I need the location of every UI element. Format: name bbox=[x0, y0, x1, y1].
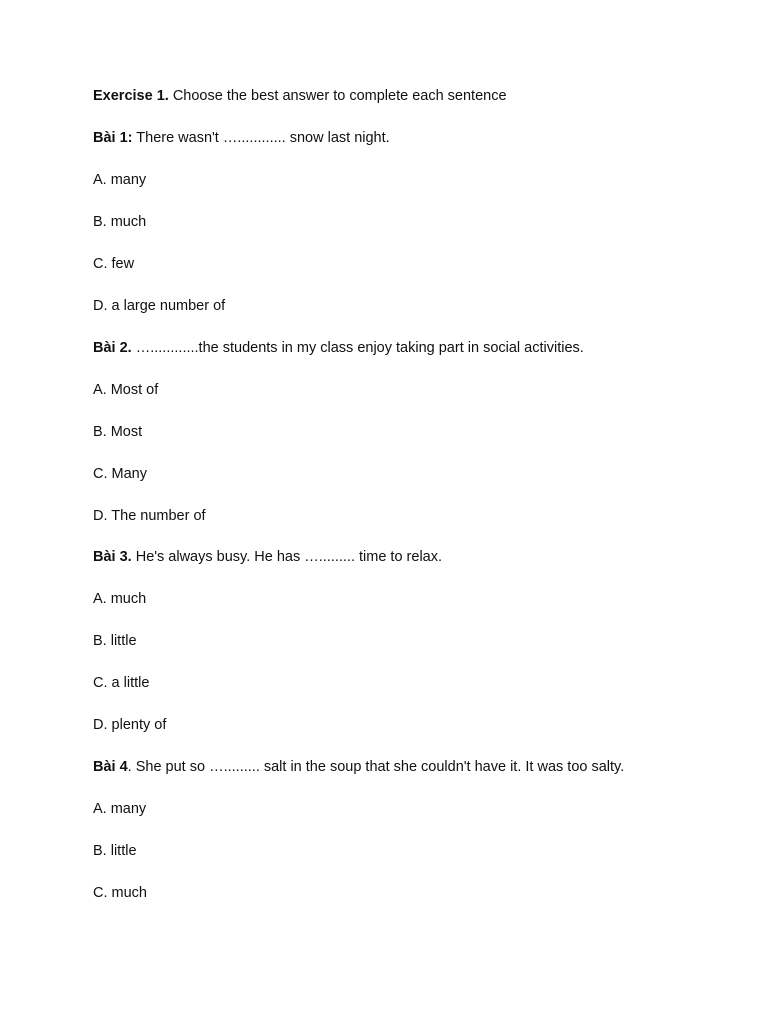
question-2 bbox=[93, 339, 584, 357]
question-4 bbox=[93, 758, 624, 776]
question-3-text: He's always busy. He has …......... time to relax. bbox=[131, 549, 443, 565]
question-1-option-d: D. a large number of bbox=[93, 298, 226, 314]
question-2-option-d: D. The number of bbox=[93, 508, 206, 524]
exercise-heading bbox=[93, 87, 507, 105]
question-4-option-b: B. little bbox=[93, 843, 137, 859]
question-2-option-a: A. Most of bbox=[93, 382, 159, 398]
question-4-option-a: A. many bbox=[93, 801, 147, 817]
question-3-option-a: A. much bbox=[93, 591, 147, 607]
question-1-text: There wasn't …............ snow last night. bbox=[132, 130, 390, 146]
question-2-label: Bài 2. bbox=[93, 340, 132, 356]
question-4-option-c: C. much bbox=[93, 885, 147, 901]
question-1-label: Bài 1: bbox=[93, 130, 133, 146]
question-1-option-c: C. few bbox=[93, 256, 135, 272]
question-2-text: …............the students in my class enjoy taking part in social activities. bbox=[131, 340, 584, 356]
question-3-option-c: C. a little bbox=[93, 675, 150, 691]
question-1-option-b: B. much bbox=[93, 214, 147, 230]
question-1-option-a: A. many bbox=[93, 172, 147, 188]
question-2-option-c: C. Many bbox=[93, 466, 147, 482]
question-2-option-b: B. Most bbox=[93, 424, 143, 440]
question-3 bbox=[93, 548, 442, 566]
question-3-label: Bài 3. bbox=[93, 549, 132, 565]
question-3-option-b: B. little bbox=[93, 633, 137, 649]
question-3-option-d: D. plenty of bbox=[93, 717, 167, 733]
exercise-label: Exercise 1. bbox=[93, 88, 169, 104]
question-1 bbox=[93, 129, 390, 147]
question-4-label: Bài 4 bbox=[93, 759, 128, 775]
question-4-text: . She put so …......... salt in the soup that she couldn't have it. It was too salty. bbox=[127, 759, 625, 775]
exercise-instruction: Choose the best answer to complete each sentence bbox=[168, 88, 507, 104]
